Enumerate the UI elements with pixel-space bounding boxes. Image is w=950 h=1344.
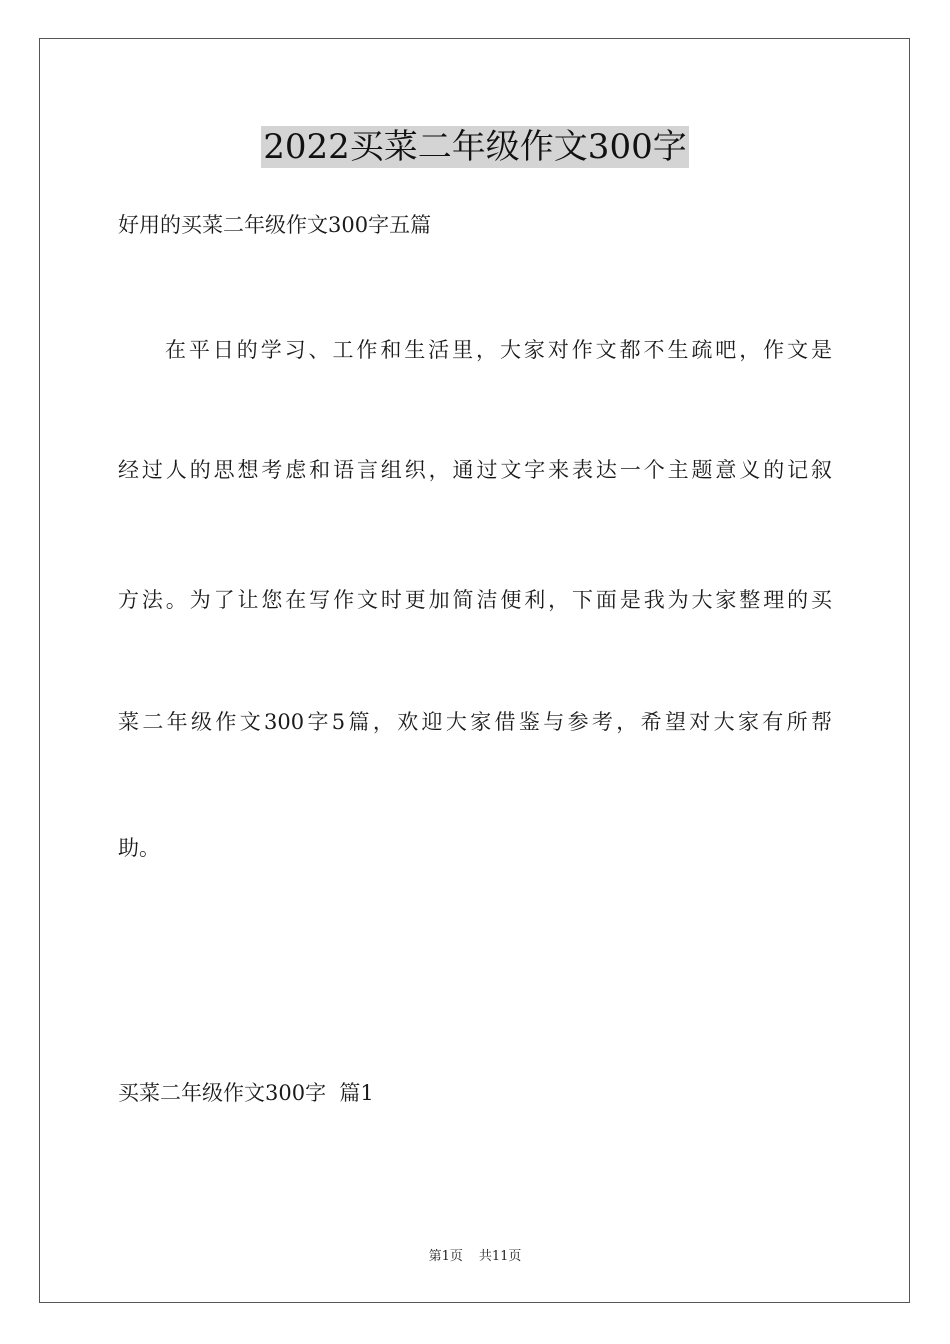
document-subtitle: 好用的买菜二年级作文300字五篇 [118,213,432,237]
section-heading: 买菜二年级作文300字 篇1 [118,1081,374,1105]
paragraph-line: 经过人的思想考虑和语言组织，通过文字来表达一个主题意义的记叙 [118,458,832,482]
page-footer [0,1248,950,1266]
paragraph-line: 在平日的学习、工作和生活里，大家对作文都不生疏吧，作文是 [165,338,832,362]
paragraph-line: 助。 [118,836,160,860]
paragraph-line: 菜二年级作文300字5篇，欢迎大家借鉴与参考，希望对大家有所帮 [118,710,832,734]
page-total: 共11页 [478,1249,522,1264]
page-number: 第1页 [428,1249,463,1264]
paragraph-line: 方法。为了让您在写作文时更加简洁便利，下面是我为大家整理的买 [118,588,832,612]
document-title: 2022买菜二年级作文300字 [263,127,687,167]
title-container [0,126,950,168]
